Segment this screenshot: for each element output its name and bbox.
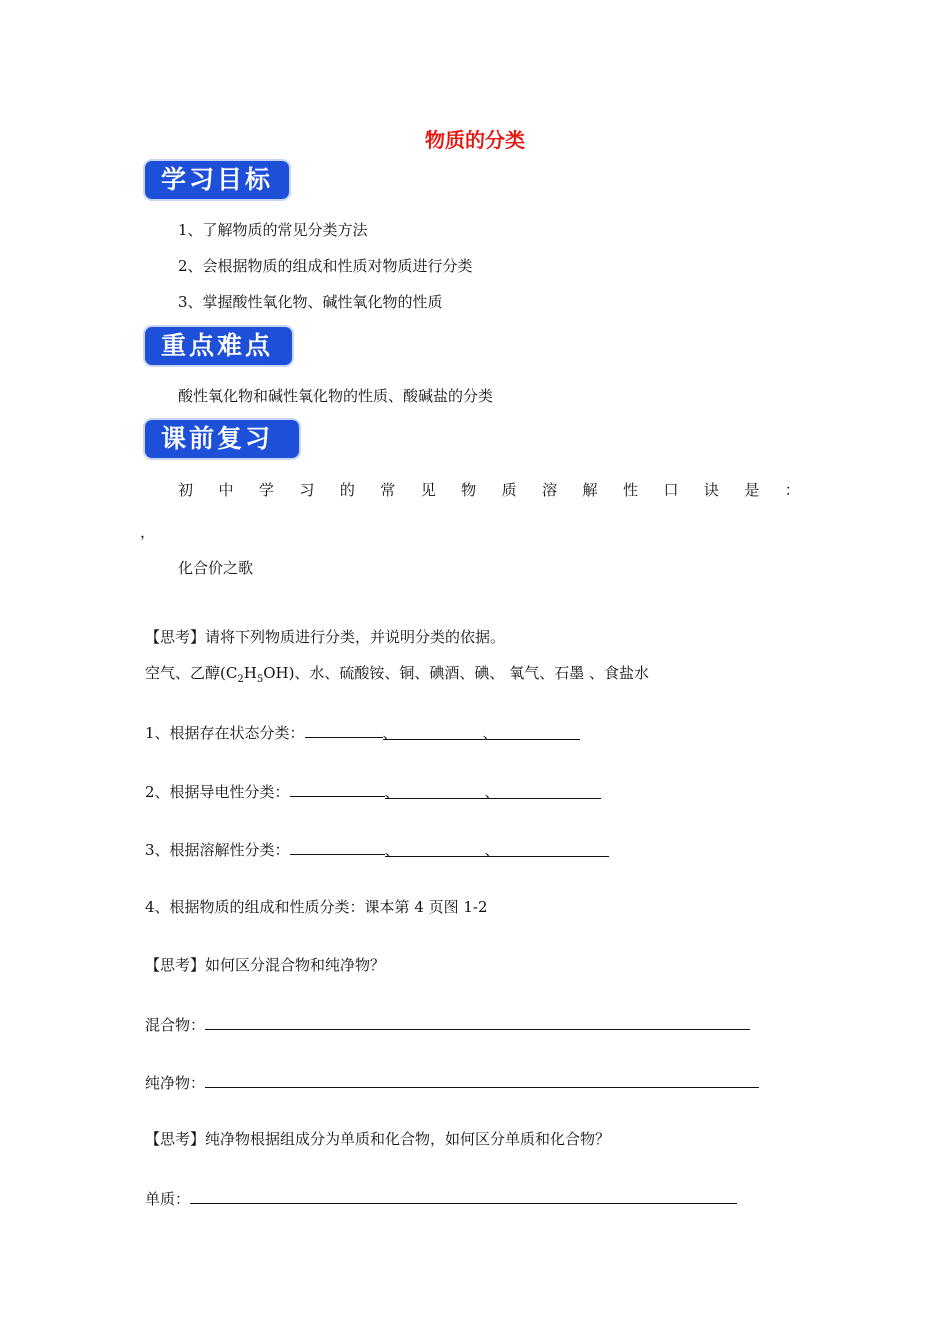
answer-blank[interactable]: 、 [385,782,485,799]
goal-item: 1、了解物质的常见分类方法 [178,221,368,239]
rhyme-char: 的 [339,481,355,499]
rhyme-char: 中 [218,481,234,499]
rhyme-char: 见 [420,481,436,499]
state-classification-question: 1、根据存在状态分类： 、 、 [145,721,580,743]
key-points-text: 酸性氧化物和碱性氧化物的性质、酸碱盐的分类 [178,387,494,405]
answer-blank[interactable] [290,780,385,797]
solubility-classification-question: 3、根据溶解性分类： 、 、 [145,838,609,860]
rhyme-char: 解 [582,481,598,499]
answer-blank[interactable]: 、 [485,782,601,799]
rhyme-char: 是 [744,481,760,499]
element-answer-blank[interactable] [190,1187,737,1204]
page-title: 物质的分类 [425,128,525,152]
rhyme-char: 性 [622,481,638,499]
rhyme-char: 口 [663,481,679,499]
rhyme-comma: ， [140,523,156,541]
mixture-question: 混合物： [145,1013,750,1035]
valence-song: 化合价之歌 [178,559,254,577]
answer-blank[interactable]: 、 [485,840,609,857]
think2-prompt: 【思考】如何区分混合物和纯净物？ [145,956,386,974]
pure-answer-blank[interactable] [205,1071,759,1088]
answer-blank[interactable] [290,838,385,855]
goals-badge: 学习目标 [145,161,289,199]
review-badge: 课前复习 [145,420,299,458]
rhyme-char: 初 [178,481,194,499]
goal-item: 2、会根据物质的组成和性质对物质进行分类 [178,257,473,275]
key-points-badge: 重点难点 [145,327,292,365]
think3-prompt: 【思考】纯净物根据组成分为单质和化合物，如何区分单质和化合物？ [145,1130,611,1148]
answer-blank[interactable]: 、 [383,723,483,740]
rhyme-char: 诀 [703,481,719,499]
rhyme-char: 质 [501,481,517,499]
mixture-answer-blank[interactable] [205,1013,750,1030]
solubility-rhyme-prompt [178,480,800,500]
answer-blank[interactable]: 、 [385,840,485,857]
think1-prompt: 【思考】请将下列物质进行分类，并说明分类的依据。 [145,628,506,646]
composition-classification-question: 4、根据物质的组成和性质分类：课本第 4 页图 1-2 [145,898,488,916]
goal-item: 3、掌握酸性氧化物、碱性氧化物的性质 [178,293,443,311]
rhyme-char: ： [784,481,800,499]
pure-substance-question: 纯净物： [145,1071,759,1093]
rhyme-char: 常 [380,481,396,499]
conductivity-classification-question: 2、根据导电性分类： 、 、 [145,780,601,802]
rhyme-char: 溶 [542,481,558,499]
answer-blank[interactable] [305,721,383,738]
rhyme-char: 学 [258,481,274,499]
answer-blank[interactable]: 、 [483,723,580,740]
element-question: 单质： [145,1187,737,1209]
rhyme-char: 物 [461,481,477,499]
substance-list: 空气、乙醇$(C_2H_5OH)$、水、硫酸铵、铜、碘酒、碘、 氧气、石墨 、食盐水 [145,664,649,685]
rhyme-char: 习 [299,481,315,499]
